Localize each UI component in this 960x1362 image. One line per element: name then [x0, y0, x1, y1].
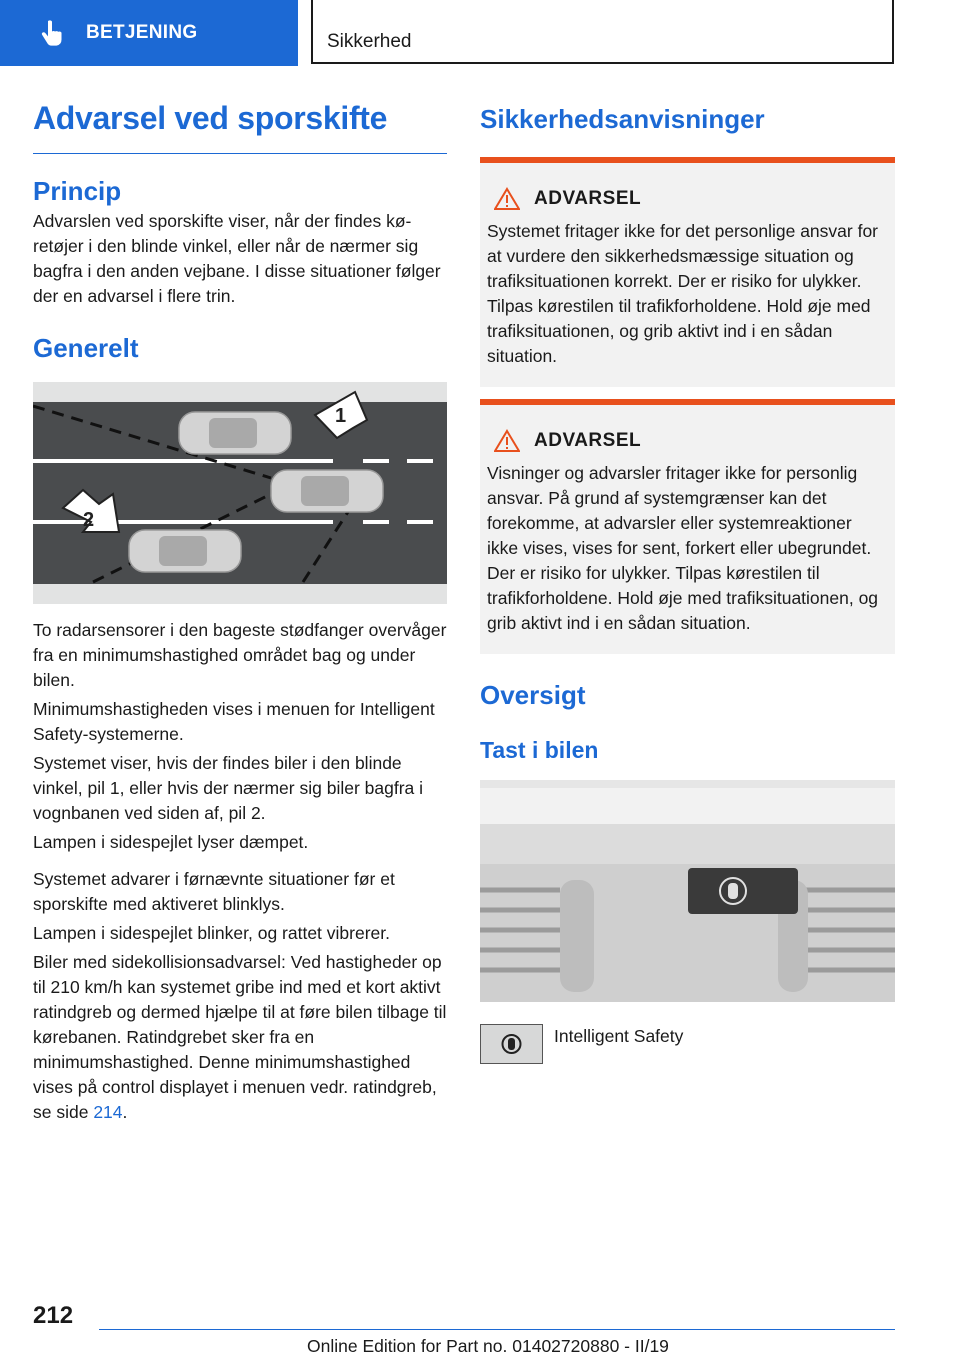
paragraph: Systemet viser, hvis der findes biler i den blinde vinkel, pil 1, eller hvis der nærmer sig biler bagfra i vognbanen ved siden af, pil 2. [33, 753, 424, 823]
princip-heading: Princip [33, 176, 122, 206]
car-top [179, 412, 291, 454]
button-legend-label: Intelligent Safety [554, 1026, 684, 1046]
warning-header [487, 429, 887, 453]
warning-text: Visninger og advarsler fritager ikke for personlig ansvar. På grund af systemgrænser kan det forekomme, at advarsler eller systemreaktioner ikke vises, vises for sent, forkert eller ubegrundet. Der er risiko for ulykker. Tilpas kørestilen til trafikforholdene. Hold øje med trafiksituationen, og grib aktivt ind i en sådan situation. [487, 463, 879, 633]
page-title: Advarsel ved sporskifte [33, 100, 447, 154]
paragraph: To radarsensorer i den bageste stødfanger overvåger fra en minimumshastighed området bag og under bilen. [33, 620, 447, 690]
warning-box [480, 399, 895, 654]
hand-pointer-icon [38, 18, 68, 48]
warning-header [487, 187, 887, 211]
car-middle [271, 470, 383, 512]
paragraph-text: Biler med sidekollisionsadvarsel: Ved hastigheder op til 210 km/h kan systemet gribe ind med et kort aktivt ratindgreb og dermed hjælpe til at føre bilen tilbage til kørebanen. Ratindgrebet sker fra en minimumshastighed. Denne minimumshastighed vises på control displayet i menuen vedr. ratindgreb, se side [33, 952, 447, 1122]
arrow-1-label: 1 [335, 405, 347, 427]
tast-heading: Tast i bilen [480, 737, 599, 763]
footer-divider [99, 1329, 895, 1330]
section-label: BETJENING [86, 22, 198, 43]
paragraph: Lampen i sidespejlet lyser dæmpet. [33, 832, 309, 852]
generelt-heading: Generelt [33, 333, 139, 363]
princip-text: Advarslen ved sporskifte viser, når der findes køretøjer i den blinde vinkel, eller når de nærmer sig bagfra i den anden vejbane. I disse situationer følger der en advarsel i flere trin. [33, 211, 441, 306]
right-column [480, 100, 895, 1064]
warning-triangle-icon [494, 429, 520, 453]
warning-box [480, 157, 895, 387]
button-legend [480, 1024, 895, 1064]
oversigt-heading: Oversigt [480, 680, 586, 710]
paragraph-period: . [122, 1102, 128, 1122]
warning-text: Systemet fritager ikke for det personlige ansvar for at vurdere den sikkerhedsmæssige situation og trafiksituationen korrekt. Der er risiko for ulykker. Tilpas kørestilen til trafikforholdene. Hold øje med trafiksituationen, og grib aktivt ind i en sådan situation. [487, 221, 879, 366]
paragraph: Lampen i sidespejlet blinker, og rattet vibrerer. [33, 923, 390, 943]
left-column [33, 100, 447, 1125]
paragraph: Systemet advarer i førnævnte situationer før et sporskifte med aktiveret blinklys. [33, 869, 395, 914]
intelligent-safety-button-icon [480, 1024, 543, 1064]
dashboard-button-photo [480, 780, 895, 1002]
paragraph-last [33, 950, 447, 1125]
section-tab [0, 0, 298, 66]
warning-triangle-icon [494, 187, 520, 211]
safety-heading: Sikkerhedsanvisninger [480, 104, 765, 134]
warning-label: ADVARSEL [534, 188, 642, 209]
car-bottom [129, 530, 241, 572]
page-reference-link[interactable]: 214 [93, 1102, 123, 1122]
arrow-2-label: 2 [83, 509, 95, 531]
chapter-label: Sikkerhed [327, 31, 412, 52]
footer-edition: Online Edition for Part no. 01402720880 - II/19 [307, 1336, 669, 1356]
paragraph: Minimumshastigheden vises i menuen for Intelligent Safety-systemerne. [33, 699, 435, 744]
page-number: 212 [33, 1302, 74, 1329]
warning-label: ADVARSEL [534, 430, 642, 451]
lane-change-illustration [33, 382, 447, 604]
chapter-box [311, 0, 894, 64]
